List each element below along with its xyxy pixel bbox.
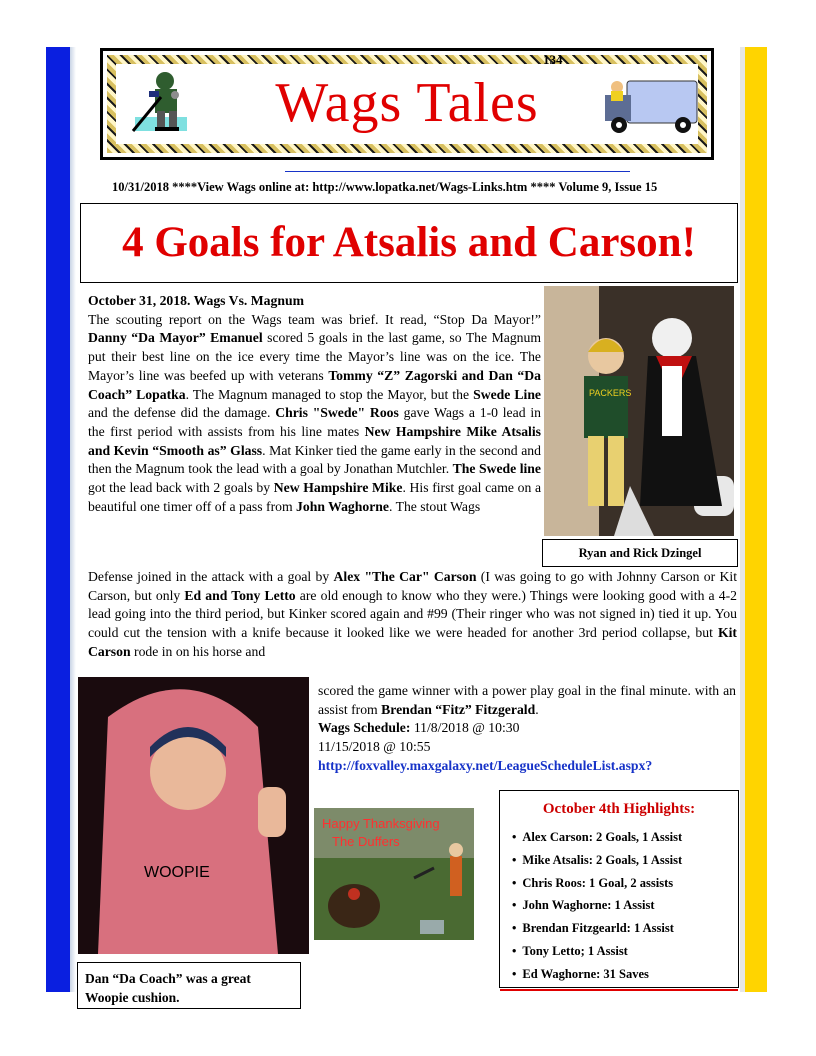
newsletter-title: Wags Tales [275, 72, 539, 134]
highlights-underline [500, 989, 738, 991]
divider-line [285, 171, 630, 172]
highlight-item: • Brendan Fitzgearld: 1 Assist [512, 917, 682, 940]
article-paragraph-3: scored the game winner with a power play goal in the final minute. with an assist from Brendan “Fitz” Fitzgerald. Wags Schedule: 11/8/2018 @ 10:30 11/15/2018 @ 10:55 http://foxvalley.maxgalaxy.net/LeagueScheduleList.aspx? [318, 683, 736, 773]
photo-woopie-cushion [78, 677, 309, 954]
photo1-caption-box [542, 539, 738, 567]
article-paragraph-2: Defense joined in the attack with a goal by Alex "The Car" Carson (I was going to go with Johnny Carson or Kit Carson, but only Ed and Tony Letto are old enough to know who they were.) Things were looking good with a 4-2 lead going into the third period, but Kinker scored again and #99 (Their ringer who was not signed in) tied it up. You could cut the tension with a knife because it looked like we were headed for another 3rd period collapse, but Kit Carson rode in on his horse and [88, 569, 737, 659]
left-decorative-bar [46, 47, 70, 992]
headline: 4 Goals for Atsalis and Carson! [122, 219, 696, 266]
highlight-item: • John Waghorne: 1 Assist [512, 894, 682, 917]
info-line: 10/31/2018 ****View Wags online at: http://www.lopatka.net/Wags-Links.htm **** Volume 9, Issue 15 [112, 180, 658, 194]
highlight-item: • Ed Waghorne: 31 Saves [512, 963, 682, 986]
highlight-item: • Alex Carson: 2 Goals, 1 Assist [512, 826, 682, 849]
thanks-text-2: The Duffers [332, 834, 400, 849]
highlights-list [512, 826, 682, 986]
jersey-text: PACKERS [589, 388, 632, 398]
headline-box [80, 203, 738, 283]
schedule-date-1: 11/8/2018 @ 10:30 [413, 720, 520, 736]
schedule-label: Wags Schedule: [318, 720, 411, 736]
article-paragraph-1: October 31, 2018. Wags Vs. Magnum The scouting report on the Wags team was brief. It read, “Stop Da Mayor!” Danny “Da Mayor” Emanuel scored 5 goals in the last game, so The Magnum put their best line on the ice every time the Mayor’s line was on the ice. The Mayor’s line was beefed up with veterans Tommy “Z” Zagorski and Dan “Da Coach” Lopatka. The Magnum managed to stop the Mayor, but the Swede Line and the defense did the damage. Chris "Swede" Roos gave Wags a 1-0 lead in the first period with assists from his line mates New Hampshire Mike Atsalis and Kevin “Smooth as” Glass. Mat Kinker tied the game early in the second and then the Magnum took the lead with a goal by Jonathan Mutchler. The Swede line got the lead back with 2 goals by New Hampshire Mike. His first goal came on a beautiful one timer off of a pass from John Waghorne. The stout Wags [88, 293, 542, 514]
thanksgiving-turkey-illustration [314, 808, 474, 940]
highlight-item: • Tony Letto; 1 Assist [512, 940, 682, 963]
highlights-title: October 4th Highlights: [542, 801, 696, 817]
photo1-caption: Ryan and Rick Dzingel [578, 546, 702, 560]
highlight-item: • Mike Atsalis: 2 Goals, 1 Assist [512, 849, 682, 872]
photo-ryan-and-rick [544, 286, 734, 536]
highlights-box [499, 790, 739, 988]
issue-number-badge: 134 [543, 52, 563, 67]
masthead [100, 48, 714, 160]
woopie-costume-photo [78, 677, 309, 954]
woopie-text: WOOPIE [144, 864, 210, 881]
schedule-link[interactable]: http://foxvalley.maxgalaxy.net/LeagueScheduleList.aspx? [318, 757, 653, 773]
thanksgiving-image [314, 808, 474, 940]
kids-costume-photo [544, 286, 734, 536]
article-dateline: October 31, 2018. Wags Vs. Magnum [88, 293, 304, 308]
photo2-caption-box [77, 962, 301, 1009]
highlight-item: • Chris Roos: 1 Goal, 2 assists [512, 872, 682, 895]
photo2-caption: Dan “Da Coach” was a great Woopie cushion. [85, 971, 251, 1005]
right-decorative-bar [745, 47, 767, 992]
schedule-date-2: 11/15/2018 @ 10:55 [318, 739, 431, 755]
thanks-text-1: Happy Thanksgiving [322, 816, 440, 831]
